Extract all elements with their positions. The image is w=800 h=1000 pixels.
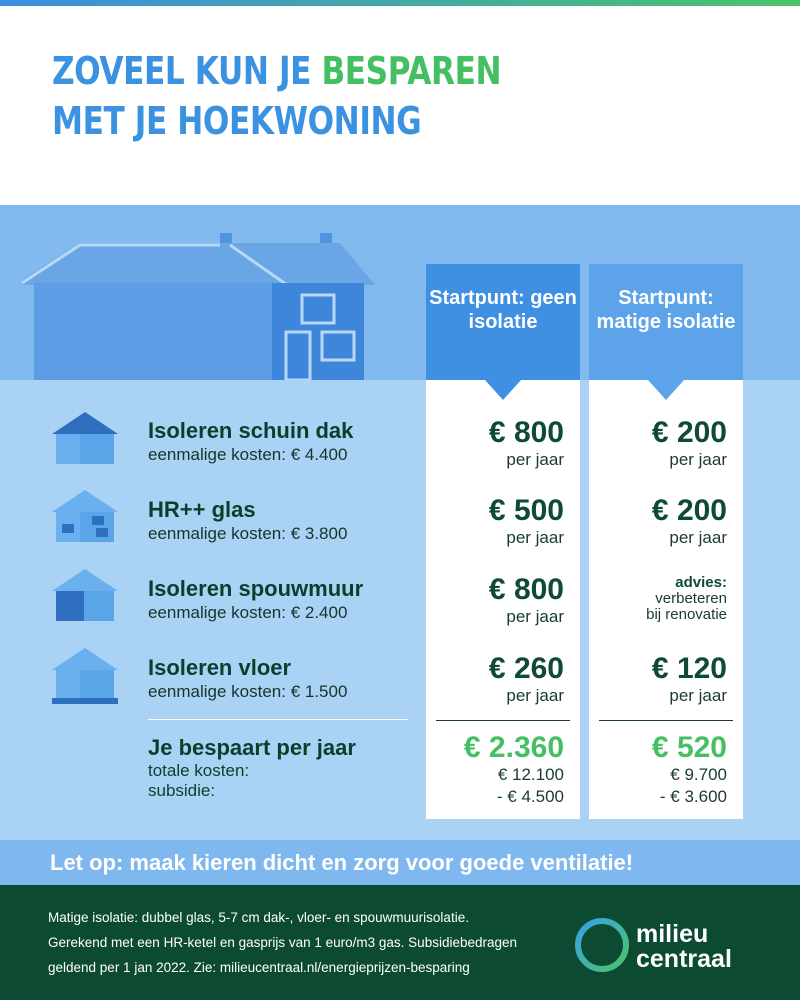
hoekwoning-illustration: [0, 205, 420, 380]
house-roof-icon: [48, 410, 122, 466]
divider: [599, 720, 733, 721]
divider: [436, 720, 570, 721]
total-cell: € 2.360 € 12.100 - € 4.500: [463, 731, 564, 806]
column-geen-isolatie: [426, 264, 580, 819]
title-line1: ZOVEEL KUN JE BESPAREN: [52, 49, 502, 93]
value-cell: € 200 per jaar: [651, 416, 727, 469]
column-header: Startpunt: matige isolatie: [589, 264, 743, 380]
total-cell: € 520 € 9.700 - € 3.600: [651, 731, 727, 806]
page-title: [52, 46, 501, 146]
column-header: Startpunt: geen isolatie: [426, 264, 580, 380]
top-gradient-bar: [0, 0, 800, 6]
column-matige-isolatie: [589, 264, 743, 819]
house-glass-icon: [48, 488, 122, 544]
footer-text: Matige isolatie: dubbel glas, 5-7 cm dak-, vloer- en spouwmuurisolatie. Gerekend met een HR-ketel en gasprijs van 1 euro/m3 gas. Subsidiebedragen geldend per 1 jan 2022. Zie: milieucentraal.nl/energieprijzen-besparing: [48, 910, 518, 975]
totals-label: Je bespaart per jaar totale kosten: subsidie:: [148, 735, 356, 800]
logo-wordmark: milieu centraal: [636, 920, 732, 973]
ventilation-notice: Let op: maak kieren dicht en zorg voor goede ventilatie!: [0, 840, 800, 885]
value-cell: € 500 per jaar: [488, 494, 564, 547]
milieu-centraal-logo-ring-icon: [574, 917, 630, 973]
row-label: HR++ glas eenmalige kosten: € 3.800: [148, 497, 348, 543]
left-divider: [148, 719, 408, 720]
house-wall-icon: [48, 567, 122, 623]
row-label: Isoleren schuin dak eenmalige kosten: € 4.400: [148, 418, 354, 464]
value-cell: € 800 per jaar: [488, 416, 564, 469]
house-floor-icon: [48, 646, 122, 706]
value-cell: € 800 per jaar: [488, 573, 564, 626]
advice-cell: advies: verbeteren bij renovatie: [646, 574, 727, 623]
row-label: Isoleren vloer eenmalige kosten: € 1.500: [148, 655, 348, 701]
value-cell: € 120 per jaar: [651, 652, 727, 705]
row-label: Isoleren spouwmuur eenmalige kosten: € 2.400: [148, 576, 364, 622]
value-cell: € 200 per jaar: [651, 494, 727, 547]
title-line2: MET JE HOEKWONING: [52, 99, 422, 143]
value-cell: € 260 per jaar: [488, 652, 564, 705]
